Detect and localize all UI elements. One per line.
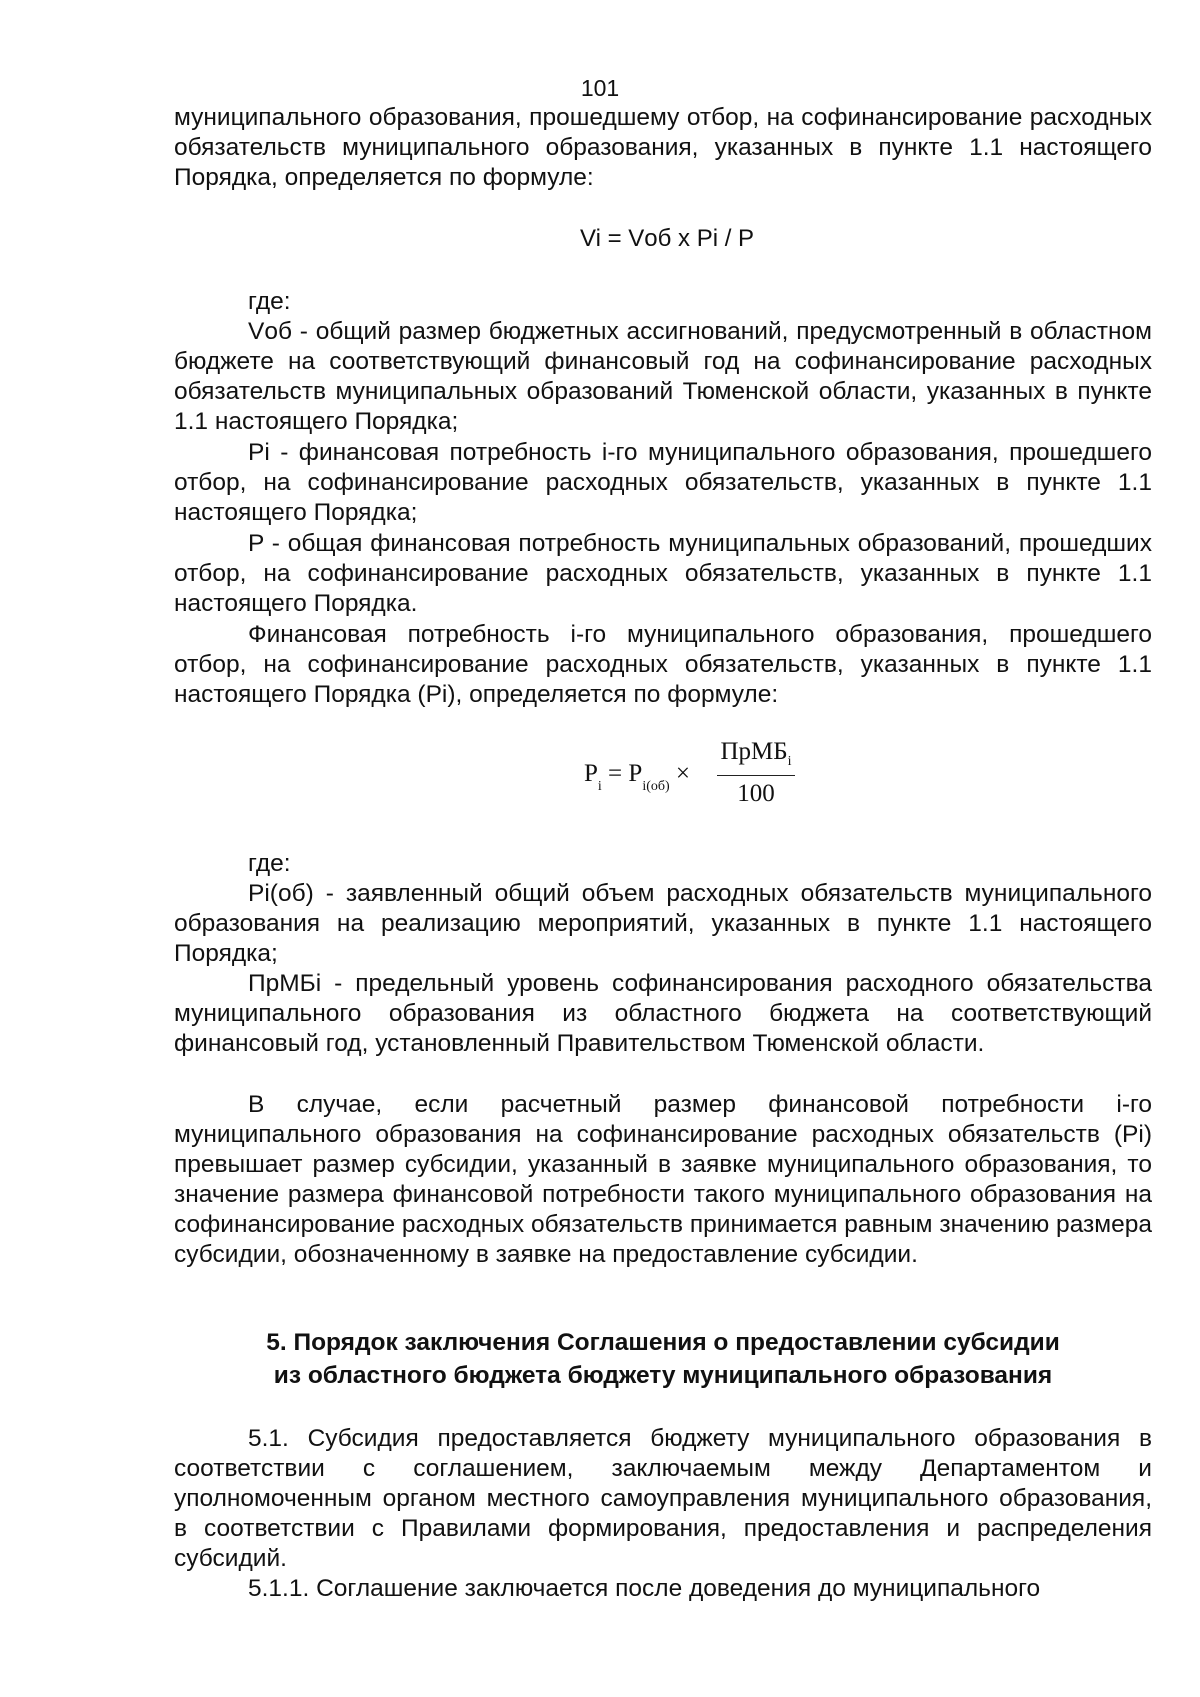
formula-times: × [669, 760, 691, 787]
formula-numerator: ПрМБ [720, 738, 788, 765]
formula-lhs: P [584, 760, 598, 787]
intro-paragraph: муниципального образования, прошедшему отбор, на софинансирование расходных обязательств муниципального образования, указанных в пункте 1.1 настоящего Порядка, определяется по формуле: [174, 104, 1152, 191]
formula-rhs-sub: i(об) [642, 779, 670, 794]
definition-piob: Pi(об) - заявленный общий объем расходных обязательств муниципального образования на реализацию мероприятий, указанных в пункте 1.1 настоящего Порядка; [174, 880, 1152, 967]
formula-numerator-wrap [717, 736, 795, 772]
paragraph-5-1-1: 5.1.1. Соглашение заключается после доведения до муниципального [248, 1575, 1041, 1602]
fraction-bar [717, 775, 795, 776]
financial-need-paragraph: Финансовая потребность i-го муниципального образования, прошедшего отбор, на софинансирование расходных обязательств, указанных в пункте 1.1 настоящего Порядка (Pi), определяется по формуле: [174, 621, 1152, 708]
where-label-1: где: [248, 288, 291, 315]
formula-eq: = P [601, 760, 643, 787]
section-5-heading [174, 1326, 1152, 1392]
where-label-2: где: [248, 850, 291, 877]
case-paragraph: В случае, если расчетный размер финансовой потребности i-го муниципального образования на софинансирование расходных обязательств (Pi) превышает размер субсидии, указанный в заявке муниципального образования, то значение размера финансовой потребности такого муниципального образования на софинансирование расходных обязательств принимается равным значению размера субсидии, обозначенному в заявке на предоставление субсидии. [174, 1091, 1152, 1268]
section-heading-line2: из областного бюджета бюджету муниципального образования [273, 1362, 1053, 1389]
formula-vi: Vi = Vоб x Pi / P [580, 225, 755, 252]
formula-numerator-sub: i [787, 754, 792, 769]
formula-fraction [717, 736, 795, 808]
definition-pi: Pi - финансовая потребность i-го муниципального образования, прошедшего отбор, на софинансирование расходных обязательств, указанных в пункте 1.1 настоящего Порядка; [174, 439, 1152, 526]
definition-prmb: ПрМБi - предельный уровень софинансирования расходного обязательства муниципального образования из областного бюджета на соответствующий финансовый год, установленный Правительством Тюменской области. [174, 970, 1152, 1057]
page-number: 101 [580, 75, 620, 101]
formula-denominator: 100 [737, 780, 775, 807]
section-heading-line1: 5. Порядок заключения Соглашения о предоставлении субсидии [266, 1329, 1060, 1356]
paragraph-5-1: 5.1. Субсидия предоставляется бюджету муниципального образования в соответствии с соглашением, заключаемым между Департаментом и уполномоченным органом местного самоуправления муниципального образования, в соответствии с Правилами формирования, предоставления и распределения субсидий. [174, 1425, 1152, 1572]
definition-vob: Vоб - общий размер бюджетных ассигнований, предусмотренный в областном бюджете на соответствующий финансовый год на софинансирование расходных обязательств муниципальных образований Тюменской области, указанных в пункте 1.1 настоящего Порядка; [174, 318, 1152, 435]
formula-lhs-sub: i [597, 779, 602, 794]
definition-p: P - общая финансовая потребность муниципальных образований, прошедших отбор, на софинансирование расходных обязательств, указанных в пункте 1.1 настоящего Порядка. [174, 530, 1152, 617]
